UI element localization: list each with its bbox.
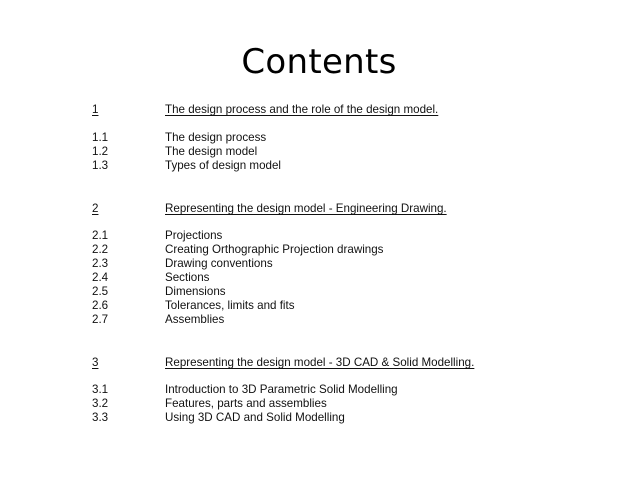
item-title: Using 3D CAD and Solid Modelling (165, 411, 345, 424)
item-title: Features, parts and assemblies (165, 397, 327, 410)
item-title: Assemblies (165, 313, 225, 326)
item-title: Creating Orthographic Projection drawings (165, 243, 384, 256)
chapter-title: The design process and the role of the design model. (165, 103, 439, 116)
item-number: 2.5 (92, 285, 109, 298)
item-title: The design model (165, 145, 258, 158)
item-number: 1.3 (92, 159, 109, 172)
chapter-number: 1 (92, 103, 99, 116)
item-title: Sections (165, 271, 210, 284)
item-number: 3.1 (92, 383, 109, 396)
item-number: 3.2 (92, 397, 109, 410)
chapter-number: 3 (92, 356, 99, 369)
item-title: Types of design model (165, 159, 282, 172)
chapter-title: Representing the design model - Engineering Drawing. (165, 202, 447, 215)
item-number: 2.4 (92, 271, 109, 284)
item-title: Dimensions (165, 285, 226, 298)
chapter-number: 2 (92, 202, 99, 215)
item-title: The design process (165, 131, 267, 144)
chapter-title: Representing the design model - 3D CAD & Solid Modelling. (165, 356, 475, 369)
item-number: 2.1 (92, 229, 109, 242)
item-number: 2.3 (92, 257, 109, 270)
slide-title: Contents (241, 42, 397, 82)
item-title: Introduction to 3D Parametric Solid Modelling (165, 383, 398, 396)
item-title: Drawing conventions (165, 257, 273, 270)
item-number: 2.2 (92, 243, 109, 256)
item-number: 3.3 (92, 411, 109, 424)
item-title: Tolerances, limits and fits (165, 299, 295, 312)
item-title: Projections (165, 229, 223, 242)
item-number: 2.6 (92, 299, 109, 312)
item-number: 1.2 (92, 145, 109, 158)
item-number: 1.1 (92, 131, 109, 144)
item-number: 2.7 (92, 313, 109, 326)
